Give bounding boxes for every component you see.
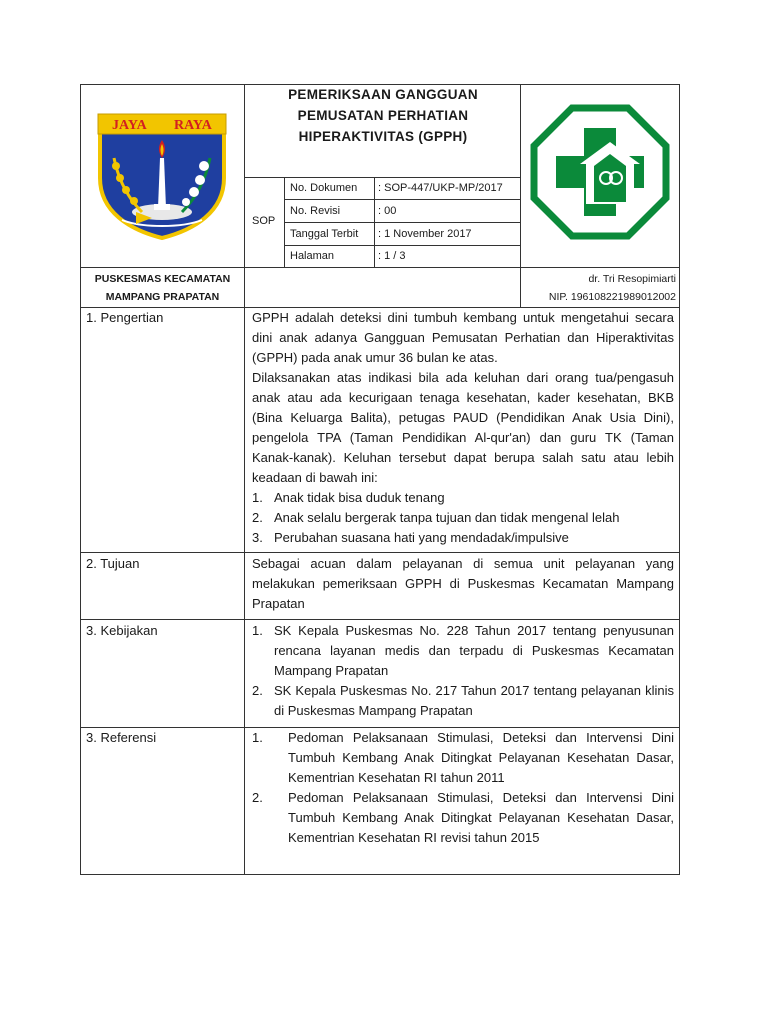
puskesmas-logo xyxy=(530,104,670,240)
divider xyxy=(284,222,520,223)
section-label-referensi: 3. Referensi xyxy=(86,730,157,745)
jaya-raya-logo xyxy=(92,108,232,240)
meta-value-tanggal-terbit: : 1 November 2017 xyxy=(378,228,472,240)
divider xyxy=(284,199,520,200)
meta-label-no-revisi: No. Revisi xyxy=(290,205,341,217)
section-body-tujuan: Sebagai acuan dalam pelayanan di semua unit pelayanan yang melakukan pemeriksaan GPPH di Puskesmas Kecamatan Mampang Prapatan xyxy=(252,556,674,611)
list-item: 1. Anak tidak bisa duduk tenang xyxy=(252,490,445,505)
signer-nip: NIP. 196108221989012002 xyxy=(548,291,676,303)
meta-value-no-dokumen: : SOP-447/UKP-MP/2017 xyxy=(378,182,503,194)
section-label-tujuan: 2. Tujuan xyxy=(86,556,140,571)
pengertian-paragraph-1: GPPH adalah deteksi dini tumbuh kembang untuk mengetahui secara dini anak adanya Gangguan Pemusatan Perhatian dan Hiperaktivitas (GPPH) pada anak umur 36 bulan ke atas. xyxy=(252,310,674,365)
meta-label-no-dokumen: No. Dokumen xyxy=(290,182,358,194)
meta-value-no-revisi: : 00 xyxy=(378,205,397,217)
svg-text:JAYA: JAYA xyxy=(112,118,147,133)
puskesmas-name: PUSKESMAS KECAMATAN MAMPANG PRAPATAN xyxy=(94,273,231,303)
signer-block xyxy=(522,270,676,306)
meta-label-tanggal-terbit: Tanggal Terbit xyxy=(290,228,359,240)
section-body-kebijakan xyxy=(252,621,674,721)
list-item: 3. Perubahan suasana hati yang mendadak/impulsive xyxy=(252,530,569,545)
list-item: 1. Pedoman Pelaksanaan Stimulasi, Deteksi dan Intervensi Dini Tumbuh Kembang Anak Ditingkat Pelayanan Kesehatan Dasar, Kementrian Kesehatan RI tahun 2011 xyxy=(252,730,674,785)
meta-value-halaman: : 1 / 3 xyxy=(378,250,406,262)
divider xyxy=(244,177,520,178)
pengertian-paragraph-2: Dilaksanakan atas indikasi bila ada keluhan dari orang tua/pengasuh anak atau ada kecurigaan tenaga kesehatan, kader kesehatan, BKB (Bina Keluarga Balita), petugas PAUD (Pendidikan Anak Usia Dini), pengelola TPA (Taman Pendidikan Al-qur'an) dan guru TK (Taman Kanak-kanak). Keluhan tersebut dapat berupa salah satu atau lebih keadaan di bawah ini: xyxy=(252,370,674,485)
divider xyxy=(520,84,521,307)
document-title: PEMERIKSAAN GANGGUAN PEMUSATAN PERHATIAN HIPERAKTIVITAS (GPPH) xyxy=(288,87,478,144)
section-body-pengertian xyxy=(252,308,674,548)
meta-label-halaman: Halaman xyxy=(290,250,335,262)
divider xyxy=(80,267,680,268)
section-label-pengertian: 1. Pengertian xyxy=(86,310,164,325)
list-item: 2. SK Kepala Puskesmas No. 217 Tahun 2017 tentang pelayanan klinis di Puskesmas Mampang Prapatan xyxy=(252,683,674,718)
section-label-kebijakan: 3. Kebijakan xyxy=(86,623,158,638)
svg-text:RAYA: RAYA xyxy=(174,118,212,133)
divider xyxy=(80,619,680,620)
list-item: 1. SK Kepala Puskesmas No. 228 Tahun 2017 tentang penyusunan rencana layanan medis dan terpadu di Puskesmas Kecamatan Mampang Prapatan xyxy=(252,623,674,678)
sop-label: SOP xyxy=(252,215,276,227)
list-item: 2. Pedoman Pelaksanaan Stimulasi, Deteksi dan Intervensi Dini Tumbuh Kembang Anak Ditingkat Pelayanan Kesehatan Dasar, Kementrian Kesehatan RI revisi tahun 2015 xyxy=(252,790,674,845)
list-item: 2. Anak selalu bergerak tanpa tujuan dan tidak mengenal lelah xyxy=(252,510,620,525)
divider xyxy=(284,245,520,246)
signer-name: dr. Tri Resopimiarti xyxy=(588,273,676,285)
divider xyxy=(80,552,680,553)
divider xyxy=(244,84,245,875)
section-body-referensi xyxy=(252,728,674,848)
